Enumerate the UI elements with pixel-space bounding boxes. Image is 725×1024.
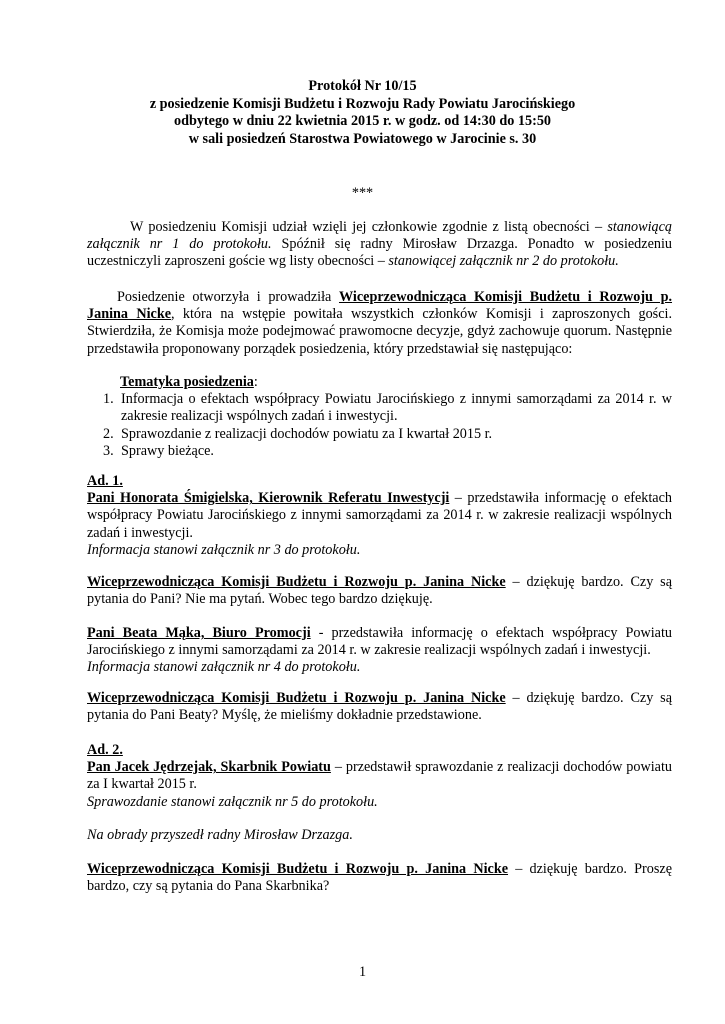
speaker-name: Wiceprzewodnicząca Komisji Budżetu i Rozwoju p. Janina Nicke	[87, 690, 506, 706]
protocol-number: Protokół Nr 10/15	[308, 78, 417, 94]
speaker-name: Wiceprzewodnicząca Komisji Budżetu i Rozwoju p. Janina Nicke	[87, 574, 506, 590]
agenda-title: Tematyka posiedzenia	[120, 374, 254, 390]
ad1-response-1: Wiceprzewodnicząca Komisji Budżetu i Rozwoju p. Janina Nicke – dziękuję bardzo. Czy są pytania do Pani? Nie ma pytań. Wobec tego bardzo dziękuję.	[87, 574, 672, 608]
intro-paragraph: W posiedzeniu Komisji udział wzięli jej członkowie zgodnie z listą obecności – stanowiącą załącznik nr 1 do protokołu. Spóźnił się radny Mirosław Drzazga. Ponadto w posiedzeniu uczestniczyli zaproszeni goście wg listy obecności – stanowiącej załącznik nr 2 do protokołu.	[87, 219, 672, 270]
section-heading: Ad. 1.	[87, 473, 123, 489]
ad2-response: Wiceprzewodnicząca Komisji Budżetu i Rozwoju p. Janina Nicke – dziękuję bardzo. Proszę bardzo, czy są pytania do Pana Skarbnika?	[87, 861, 672, 895]
meeting-location: w sali posiedzeń Starostwa Powiatowego w Jarocinie s. 30	[188, 130, 537, 147]
speaker-name: Wiceprzewodnicząca Komisji Budżetu i Rozwoju p. Janina Nicke	[87, 289, 673, 323]
attachment-note: Sprawozdanie stanowi załącznik nr 5 do protokołu.	[87, 793, 378, 810]
arrival-note: Na obrady przyszedł radny Mirosław Drzazga.	[87, 827, 353, 843]
attachment-note: Informacja stanowi załącznik nr 4 do protokołu.	[87, 659, 361, 676]
opening-paragraph: Posiedzenie otworzyła i prowadziła Wiceprzewodnicząca Komisji Budżetu i Rozwoju p. Janina Nicke, która na wstępie powitała wszystkich członków Komisji i zaproszonych gości. Stwierdziła, że Komisja może podejmować prawomocne decyzje, gdyż zachowuje quorum. Następnie przedstawiła proponowany porządek posiedzenia, który przedstawiał się następująco:	[87, 289, 673, 357]
speaker-name: Wiceprzewodnicząca Komisji Budżetu i Rozwoju p. Janina Nicke	[87, 861, 509, 877]
ad1-section: Ad. 1. Pani Honorata Śmigielska, Kierownik Referatu Inwestycji – przedstawiła informację o efektach współpracy Powiatu Jarocińskiego z innymi samorządami za 2014 r. w zakresie realizacji wspólnych zadań i inwestycji. Informacja stanowi załącznik nr 3 do protokołu.	[87, 473, 672, 558]
ad2-section: Ad. 2. Pan Jacek Jędrzejak, Skarbnik Powiatu – przedstawił sprawozdanie z realizacji dochodów powiatu za I kwartał 2015 r. Sprawozdanie stanowi załącznik nr 5 do protokołu.	[87, 742, 672, 810]
committee-name: z posiedzenie Komisji Budżetu i Rozwoju Rady Powiatu Jarocińskiego	[149, 95, 576, 112]
speaker-name: Pan Jacek Jędrzejak, Skarbnik Powiatu	[87, 759, 331, 776]
document-header	[0, 78, 725, 148]
section-heading: Ad. 2.	[87, 742, 123, 758]
agenda: Tematyka posiedzenia: 1. Informacja o efektach współpracy Powiatu Jarocińskiego z innymi samorządami za 2014 r. w zakresie realizacji wspólnych zadań i inwestycji. 2. Sprawozdanie z realizacji dochodów powiatu za I kwartał 2015 r. 3. Sprawy bieżące.	[103, 374, 672, 459]
attachment-note: Informacja stanowi załącznik nr 3 do protokołu.	[87, 541, 361, 558]
meeting-date: odbytego w dniu 22 kwietnia 2015 r. w godz. od 14:30 do 15:50	[173, 113, 552, 129]
ad1-promotion: Pani Beata Mąka, Biuro Promocji - przedstawiła informację o efektach współpracy Powiatu Jarocińskiego z innymi samorządami za 2014 r. w zakresie realizacji wspólnych zadań i inwestycji. Informacja stanowi załącznik nr 4 do protokołu.	[87, 625, 672, 676]
page-number: 1	[358, 964, 367, 980]
agenda-item: 3. Sprawy bieżące.	[103, 442, 214, 459]
separator: ***	[351, 185, 374, 201]
agenda-item: 2. Sprawozdanie z realizacji dochodów powiatu za I kwartał 2015 r.	[103, 425, 493, 442]
agenda-item: 1. Informacja o efektach współpracy Powiatu Jarocińskiego z innymi samorządami za 2014 r. w zakresie realizacji wspólnych zadań i inwestycji.	[103, 391, 672, 425]
ad1-response-2: Wiceprzewodnicząca Komisji Budżetu i Rozwoju p. Janina Nicke – dziękuję bardzo. Czy są pytania do Pani Beaty? Myślę, że mieliśmy dokładnie przedstawione.	[87, 690, 672, 724]
speaker-name: Pani Beata Mąka, Biuro Promocji	[87, 625, 311, 641]
speaker-name: Pani Honorata Śmigielska, Kierownik Referatu Inwestycji	[87, 490, 450, 507]
